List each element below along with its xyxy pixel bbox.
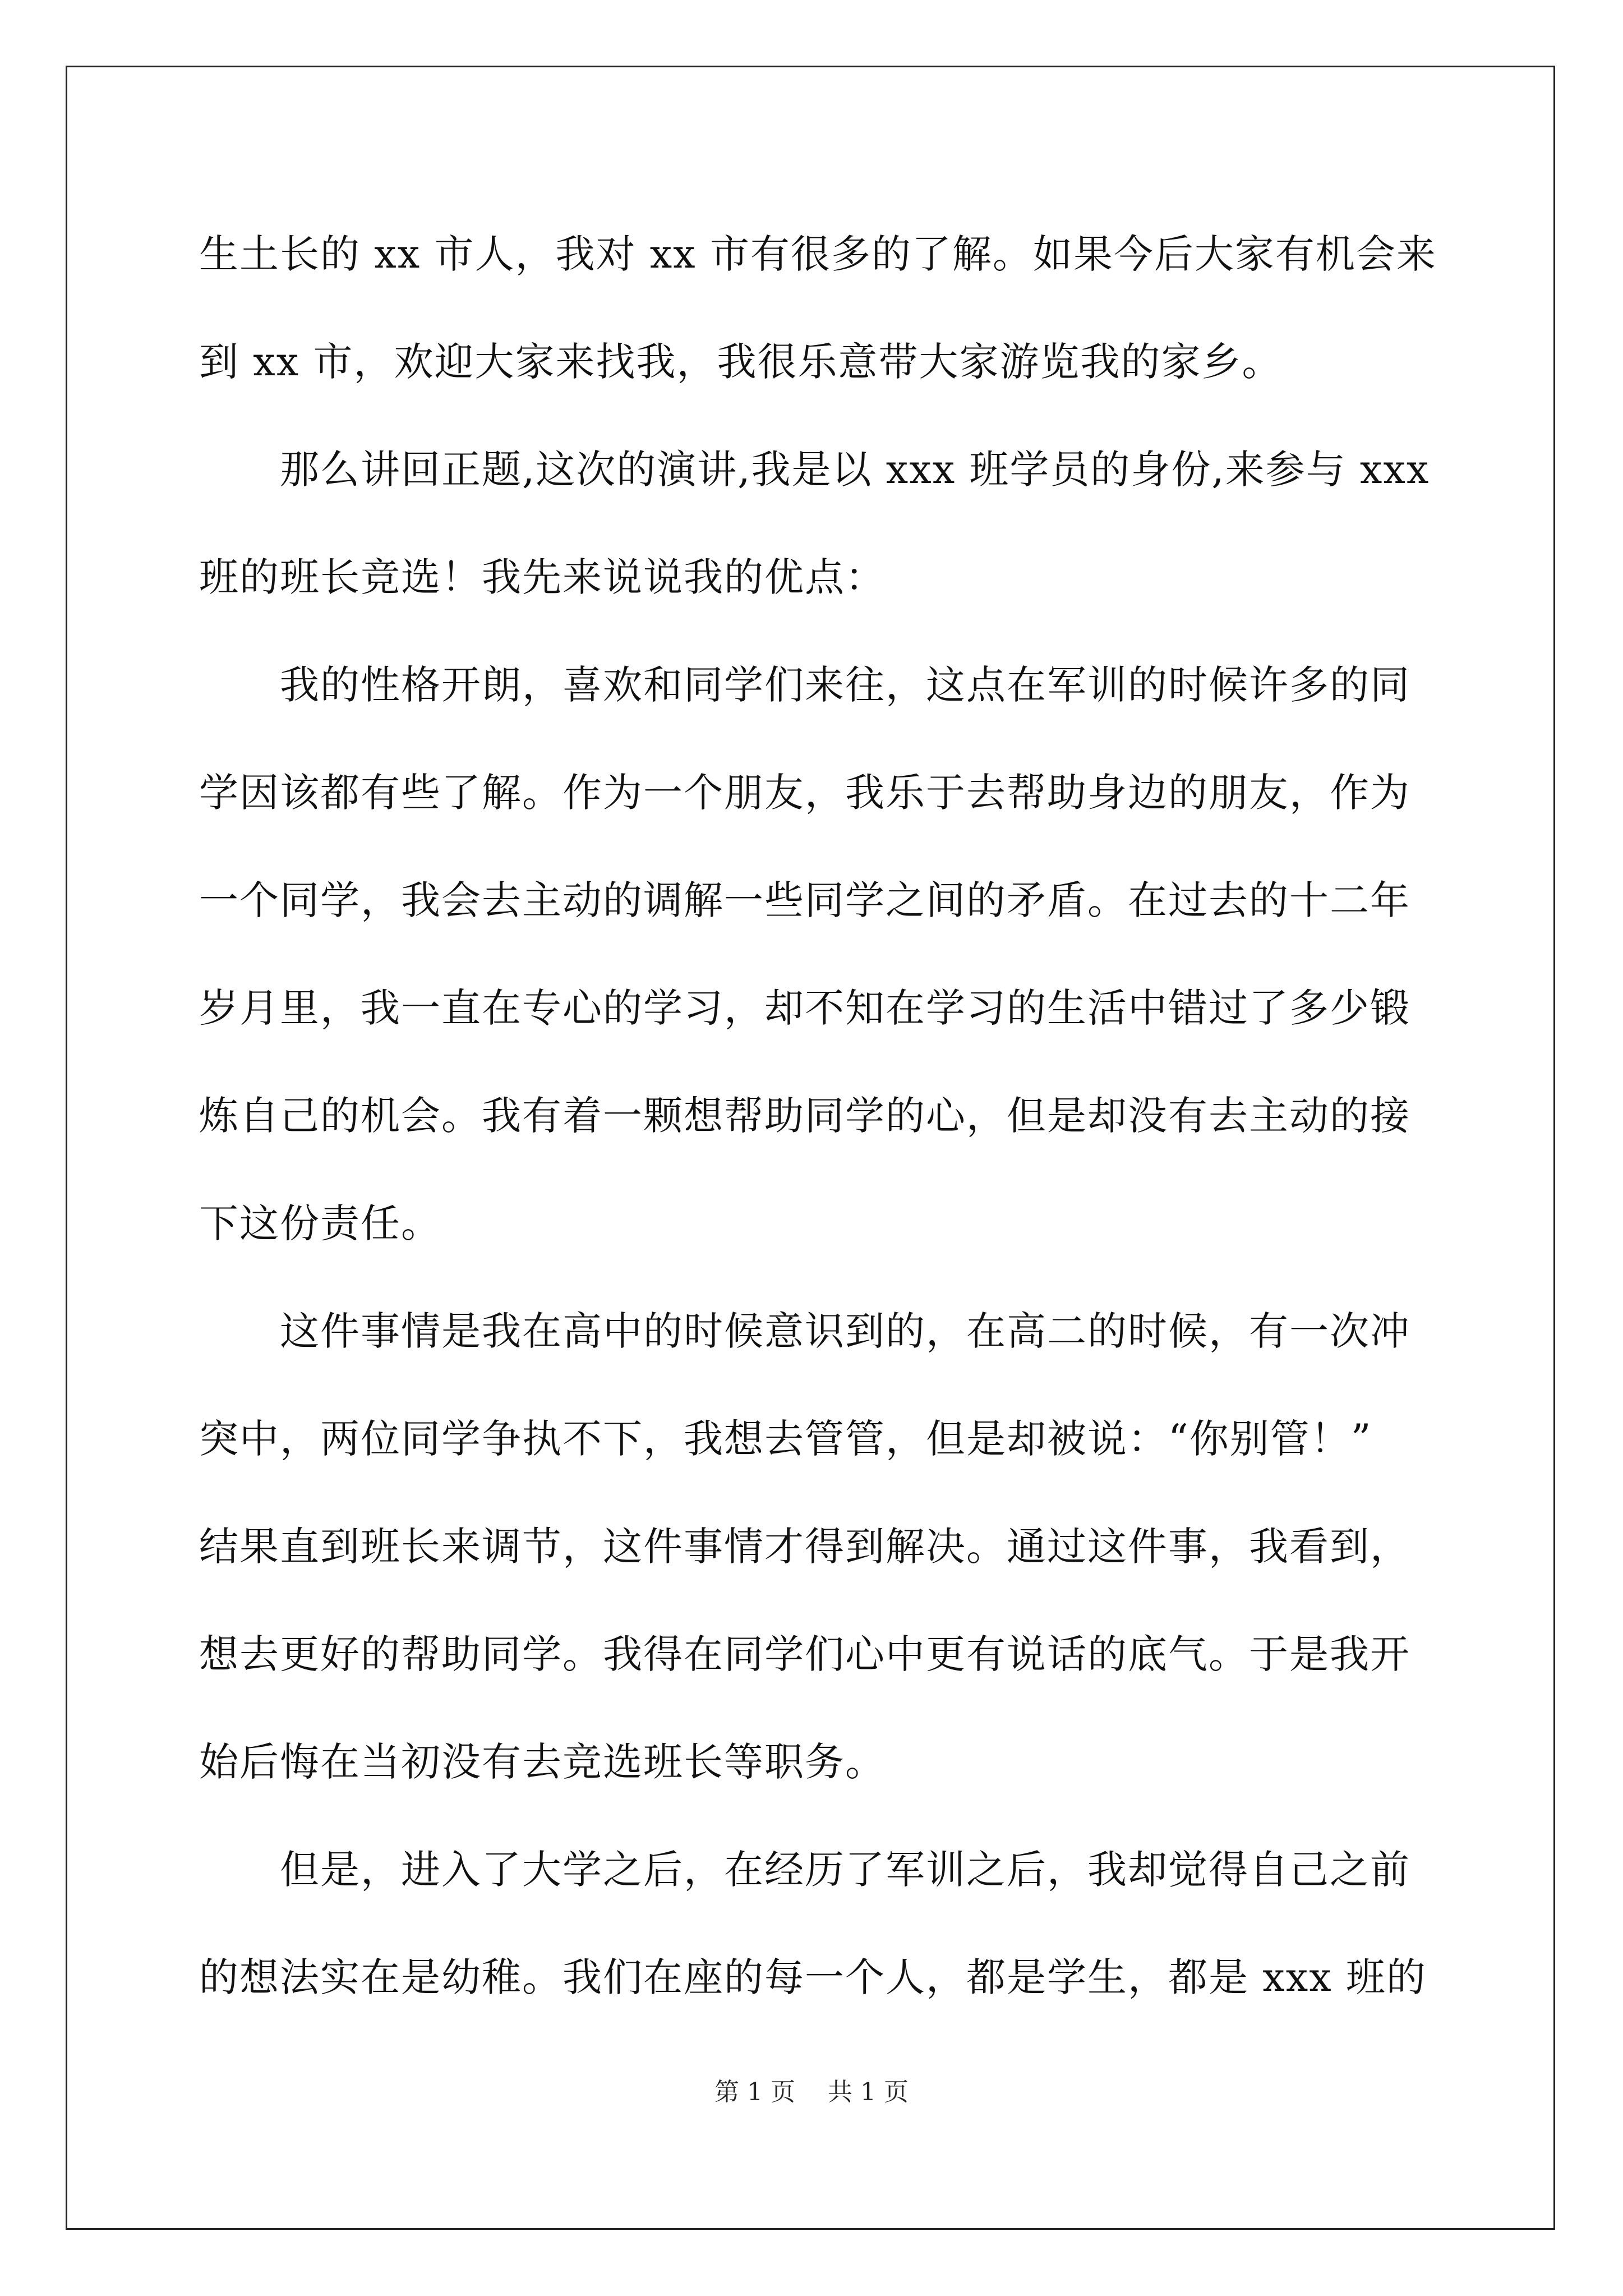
text-line: 始后悔在当初没有去竞选班长等职务。 [199,1739,886,1785]
line-gap [199,1897,1433,1950]
text-line: 到 xx 市，欢迎大家来找我，我很乐意带大家游览我的家乡。 [199,339,1283,385]
line-gap [199,712,1433,766]
line-gap [199,1143,1433,1197]
text-line: 岁月里，我一直在专心的学习，却不知在学习的生活中错过了多少锻 [199,985,1410,1031]
text-line: 但是，进入了大学之后，在经历了军训之后，我却觉得自己之前 [199,1847,1410,1893]
text-line: 生土长的 xx 市人，我对 xx 市有很多的了解。如果今后大家有机会来 [199,231,1437,277]
text-line: 班的班长竞选！我先来说说我的优点： [199,554,886,600]
text-line: 这件事情是我在高中的时候意识到的，在高二的时候，有一次冲 [199,1308,1410,1354]
line-gap [199,1789,1433,1843]
text-line: 学因该都有些了解。作为一个朋友，我乐于去帮助身边的朋友，作为 [199,770,1410,816]
text-line: 一个同学，我会去主动的调解一些同学之间的矛盾。在过去的十二年 [199,877,1410,923]
text-line: 的想法实在是幼稚。我们在座的每一个人，都是学生，都是 xxx 班的 [199,1954,1427,2000]
text-line: 那么讲回正题,这次的演讲,我是以 xxx 班学员的身份,来参与 xxx [199,447,1430,493]
text-line: 下这份责任。 [199,1200,441,1246]
line-gap [199,1358,1433,1412]
text-line: 炼自己的机会。我有着一颗想帮助同学的心，但是却没有去主动的接 [199,1093,1410,1139]
line-gap [199,389,1433,443]
line-gap [199,281,1433,335]
text-line: 我的性格开朗，喜欢和同学们来往，这点在军训的时候许多的同 [199,662,1410,708]
document-body [199,227,1437,2004]
line-gap [199,604,1433,658]
line-gap [199,820,1433,873]
text-line: 想去更好的帮助同学。我得在同学们心中更有说话的底气。于是我开 [199,1631,1410,1677]
page-footer: 第 1 页 共 1 页 [714,2078,909,2106]
line-gap [199,1035,1433,1089]
text-line: 突中，两位同学争执不下，我想去管管，但是却被说：“你别管！” [199,1416,1372,1462]
line-gap [199,927,1433,981]
line-gap [199,1466,1433,1520]
line-gap [199,496,1433,550]
line-gap [199,1681,1433,1735]
line-gap [199,1573,1433,1627]
line-gap [199,1250,1433,1304]
text-line: 结果直到班长来调节，这件事情才得到解决。通过这件事，我看到， [199,1524,1410,1570]
